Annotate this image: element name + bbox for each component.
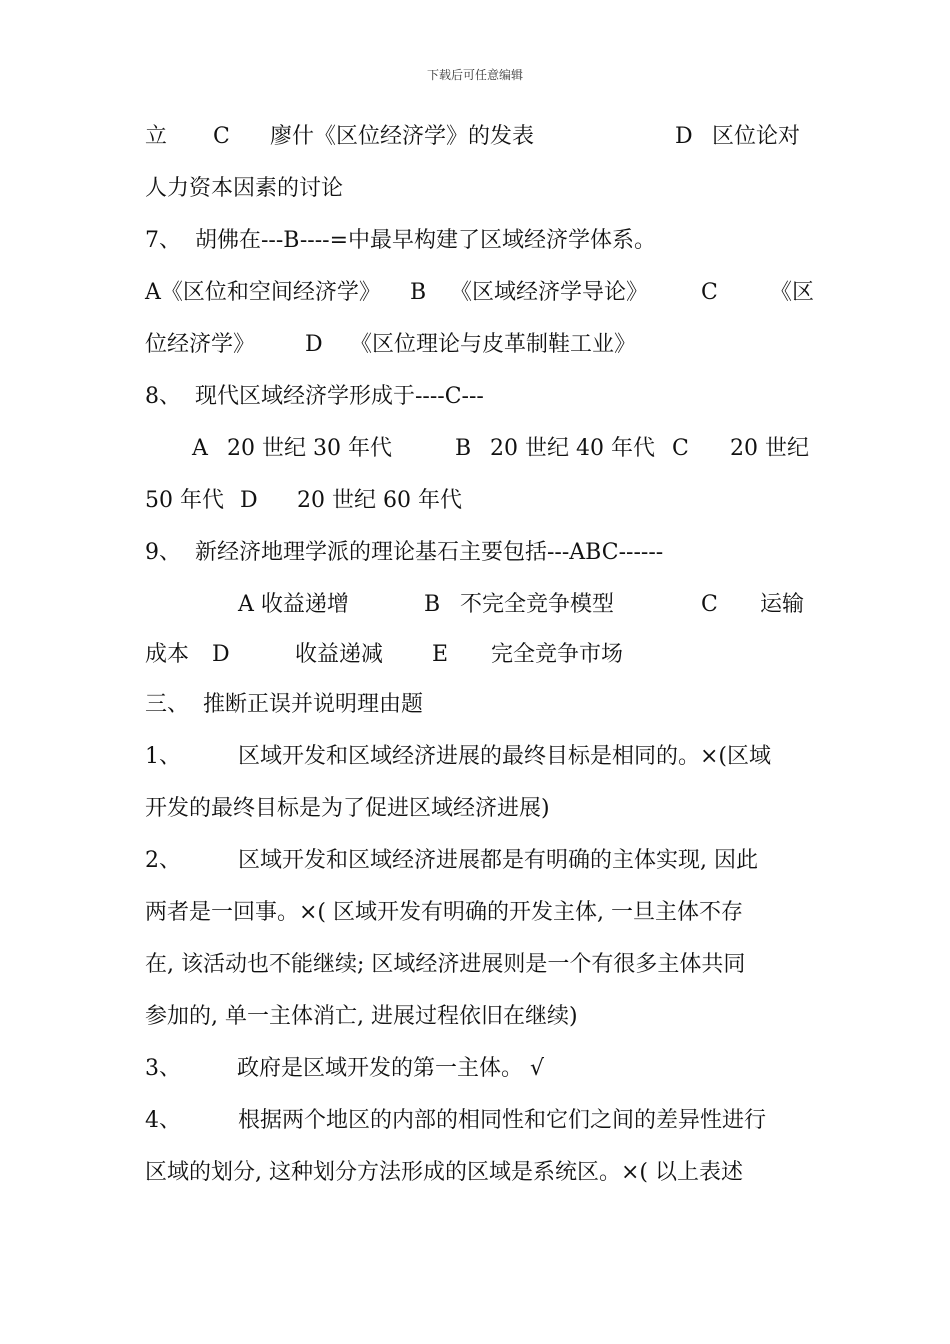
text-segment: 两者是一回事。×( 区域开发有明确的开发主体, 一旦主体不存 xyxy=(145,900,743,925)
text-segment: B xyxy=(424,592,441,617)
text-segment: C xyxy=(701,280,718,305)
text-segment: 2、 xyxy=(145,848,181,873)
text-segment: D xyxy=(240,488,258,513)
text-segment: 不完全竞争模型 xyxy=(460,592,615,617)
text-line xyxy=(145,590,807,620)
text-line xyxy=(145,382,807,412)
text-line xyxy=(145,538,807,568)
text-segment: 三、 推断正误并说明理由题 xyxy=(145,692,423,717)
text-segment: 运输 xyxy=(760,592,805,617)
text-segment: 《区位理论与皮革制鞋工业》 xyxy=(350,332,637,357)
text-line xyxy=(145,742,807,772)
text-line xyxy=(145,1158,807,1188)
text-line xyxy=(145,794,807,824)
text-line xyxy=(145,122,807,152)
text-segment: 4、 xyxy=(145,1108,181,1133)
text-segment: B xyxy=(410,280,427,305)
text-segment: 成本 xyxy=(145,642,190,667)
text-segment: 20 世纪 60 年代 xyxy=(297,488,462,513)
text-segment: 1、 xyxy=(145,744,181,769)
text-segment: 区域开发和区域经济进展的最终目标是相同的。×(区域 xyxy=(238,744,772,769)
text-line xyxy=(145,1054,807,1084)
text-segment: 立 xyxy=(145,124,168,149)
text-segment: 8、 现代区域经济学形成于----C--- xyxy=(145,384,484,409)
text-line xyxy=(145,330,807,360)
text-segment: 20 世纪 40 年代 xyxy=(490,436,655,461)
text-segment: 区域开发和区域经济进展都是有明确的主体实现, 因此 xyxy=(238,848,758,873)
text-segment: D xyxy=(675,124,693,149)
text-segment: A《区位和空间经济学》 xyxy=(145,280,381,305)
text-segment: E xyxy=(432,642,449,667)
text-line xyxy=(145,226,807,256)
text-line xyxy=(145,174,807,204)
text-segment: 9、 新经济地理学派的理论基石主要包括---ABC------ xyxy=(145,540,664,565)
text-segment: 区域的划分, 这种划分方法形成的区域是系统区。×( 以上表述 xyxy=(145,1160,743,1185)
text-segment: 位经济学》 xyxy=(145,332,256,357)
text-line xyxy=(145,950,807,980)
text-line xyxy=(145,898,807,928)
text-segment: 20 世纪 30 年代 xyxy=(227,436,392,461)
text-segment: 开发的最终目标是为了促进区域经济进展) xyxy=(145,796,550,821)
text-line xyxy=(145,640,807,670)
text-segment: B xyxy=(455,436,472,461)
text-segment: 《区 xyxy=(770,280,815,305)
text-line xyxy=(145,486,807,516)
text-line xyxy=(145,434,807,464)
text-segment: 政府是区域开发的第一主体。 √ xyxy=(237,1056,545,1081)
text-segment: A 收益递增 xyxy=(238,592,349,617)
text-line xyxy=(145,1002,807,1032)
text-line xyxy=(145,1106,807,1136)
text-line xyxy=(145,690,807,720)
text-segment: 廖什《区位经济学》的发表 xyxy=(270,124,535,149)
text-segment: 收益递减 xyxy=(295,642,384,667)
text-segment: C xyxy=(701,592,718,617)
text-segment: 3、 xyxy=(145,1056,181,1081)
text-line xyxy=(145,278,815,308)
text-segment: 区位论对 xyxy=(712,124,801,149)
text-segment: 人力资本因素的讨论 xyxy=(145,176,344,201)
text-segment: D xyxy=(212,642,230,667)
text-segment: 50 年代 xyxy=(145,488,224,513)
text-segment: 在, 该活动也不能继续; 区域经济进展则是一个有很多主体共同 xyxy=(145,952,746,977)
text-segment: 根据两个地区的内部的相同性和它们之间的差异性进行 xyxy=(238,1108,767,1133)
text-segment: 20 世纪 xyxy=(730,436,809,461)
text-segment: A xyxy=(192,436,208,461)
text-segment: C xyxy=(213,124,230,149)
text-segment: 《区域经济学导论》 xyxy=(450,280,649,305)
text-segment: C xyxy=(672,436,689,461)
text-segment: D xyxy=(305,332,323,357)
text-line xyxy=(145,846,807,876)
text-segment: 完全竞争市场 xyxy=(491,642,624,667)
text-segment: 参加的, 单一主体消亡, 进展过程依旧在继续) xyxy=(145,1004,578,1029)
page-header: 下载后可任意编辑 xyxy=(426,68,523,82)
text-segment: 7、 胡佛在---B----=中最早构建了区域经济学体系。 xyxy=(145,228,657,253)
